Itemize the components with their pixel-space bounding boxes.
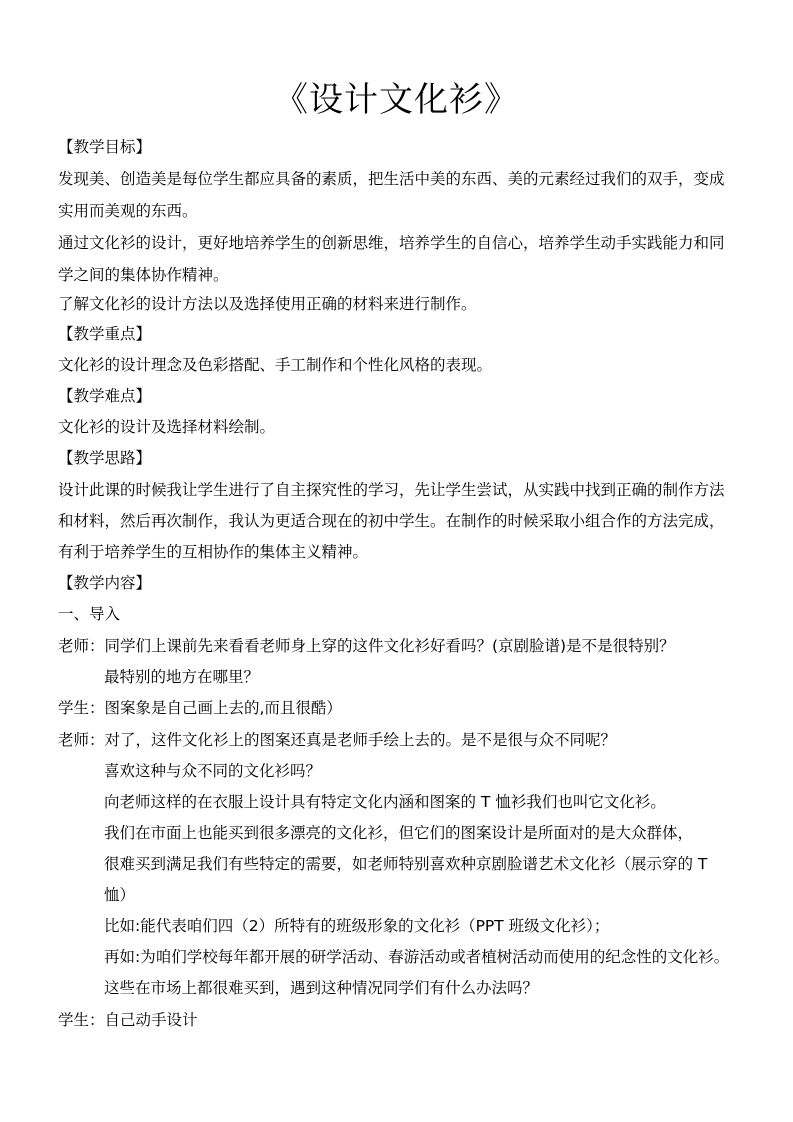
section-heading-difficulties: 【教学难点】 (58, 387, 152, 405)
paragraph-line: 学之间的集体协作精神。 (58, 266, 229, 284)
paragraph-line: 了解文化衫的设计方法以及选择使用正确的材料来进行制作。 (58, 295, 477, 313)
paragraph-line: 文化衫的设计理念及色彩搭配、手工制作和个性化风格的表现。 (58, 356, 493, 374)
paragraph-line: 有利于培养学生的互相协作的集体主义精神。 (58, 543, 369, 561)
dialogue-line: 这些在市场上都很难买到，遇到这种情况同学们有什么办法吗？ (104, 979, 539, 997)
dialogue-line: 老师：同学们上课前先来看看老师身上穿的这件文化衫好看吗？(京剧脸谱)是不是很特别？ (58, 637, 675, 655)
dialogue-line: 恤） (104, 886, 136, 904)
section-heading-content: 【教学内容】 (58, 574, 152, 592)
dialogue-line: 学生：自己动手设计 (58, 1011, 198, 1029)
dialogue-line: 喜欢这种与众不同的文化衫吗？ (104, 762, 322, 780)
dialogue-line: 很难买到满足我们有些特定的需要，如老师特别喜欢种京剧脸谱艺术文化衫（展示穿的 T (104, 855, 708, 873)
dialogue-line: 最特别的地方在哪里？ (104, 668, 260, 686)
section-heading-objectives: 【教学目标】 (58, 138, 152, 156)
dialogue-line: 再如:为咱们学校每年都开展的研学活动、春游活动或者植树活动而使用的纪念性的文化衫。 (104, 948, 730, 966)
dialogue-line: 向老师这样的在衣服上设计具有特定文化内涵和图案的 T 恤衫我们也叫它文化衫。 (104, 793, 666, 811)
subsection-heading: 一、导入 (58, 605, 121, 623)
section-heading-approach: 【教学思路】 (58, 449, 152, 467)
document-title: 《设计文化衫》 (274, 80, 519, 120)
paragraph-line: 通过文化衫的设计，更好地培养学生的创新思维，培养学生的自信心，培养学生动手实践能力和同 (58, 234, 725, 252)
dialogue-line: 老师：对了，这件文化衫上的图案还真是老师手绘上去的。是不是很与众不同呢？ (58, 731, 617, 749)
section-heading-key-points: 【教学重点】 (58, 325, 152, 343)
paragraph-line: 文化衫的设计及选择材料绘制。 (58, 418, 276, 436)
paragraph-line: 实用而美观的东西。 (58, 202, 198, 220)
dialogue-line: 学生：图案象是自己画上去的,而且很酷） (58, 699, 342, 717)
dialogue-line: 比如:能代表咱们四（2）所特有的班级形象的文化衫（PPT 班级文化衫）； (104, 917, 610, 935)
dialogue-line: 我们在市面上也能买到很多漂亮的文化衫，但它们的图案设计是所面对的是大众群体， (104, 824, 694, 842)
paragraph-line: 和材料，然后再次制作，我认为更适合现在的初中学生。在制作的时候采取小组合作的方法完成， (58, 512, 725, 530)
paragraph-line: 发现美、创造美是每位学生都应具备的素质，把生活中美的东西、美的元素经过我们的双手，变成 (58, 170, 725, 188)
paragraph-line: 设计此课的时候我让学生进行了自主探究性的学习，先让学生尝试，从实践中找到正确的制作方法 (58, 481, 725, 499)
